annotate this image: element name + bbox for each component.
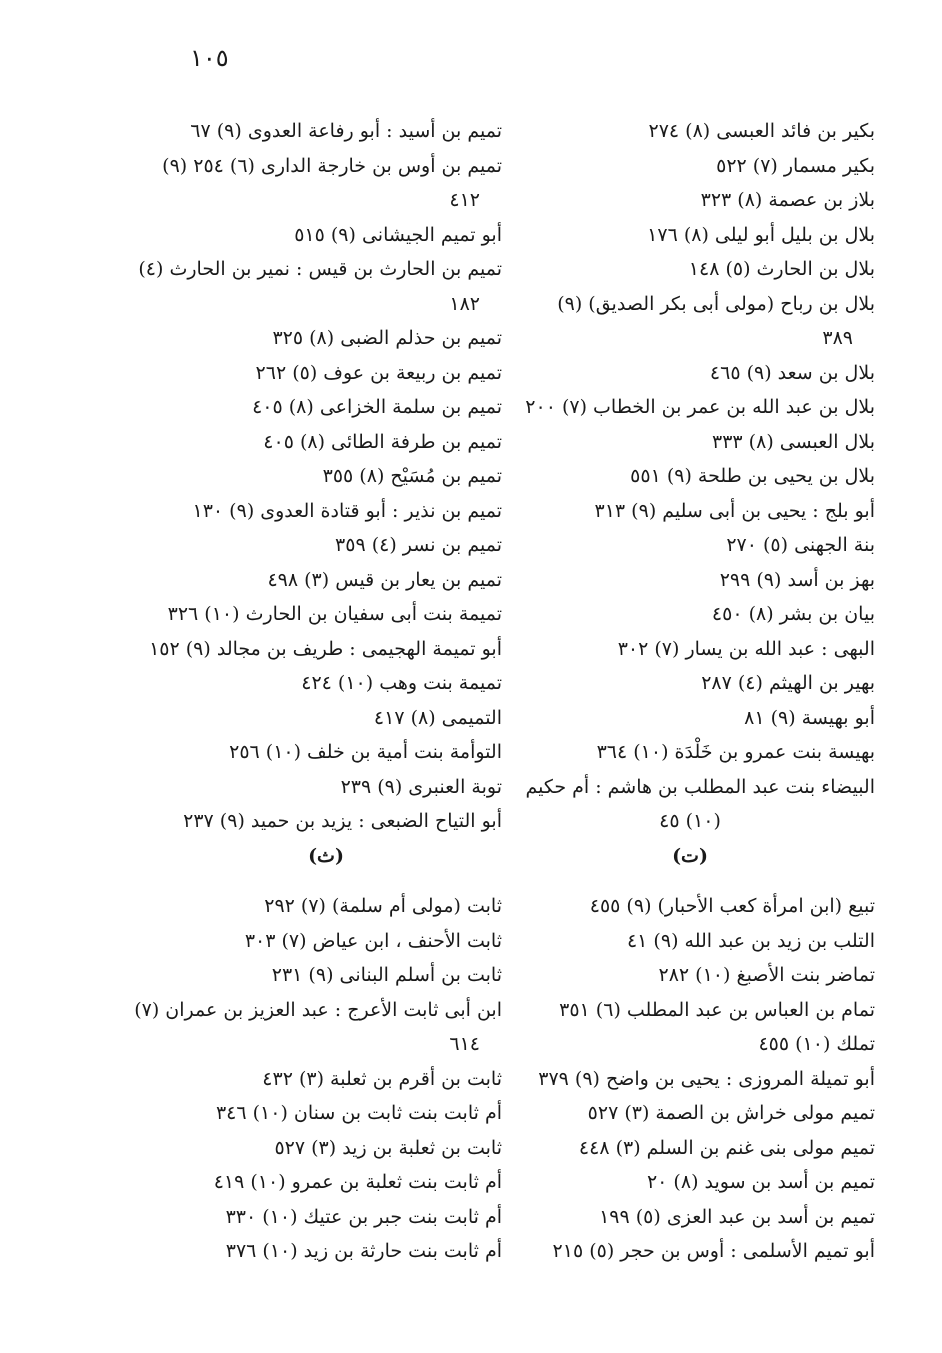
index-entry: بهز بن أسد (٩) ٢٩٩	[719, 568, 875, 591]
entries-ta	[505, 889, 875, 1269]
index-entry: ثابت (مولى أم سلمة) (٧) ٢٩٢	[264, 895, 502, 917]
index-entry: أم ثابت بنت ثابت بن سنان (١٠) ٣٤٦	[215, 1102, 502, 1124]
index-entry: التميمى (٨) ٤١٧	[373, 706, 502, 729]
index-entry: تميم بن حذلم الضبى (٨) ٣٢٥	[272, 327, 502, 349]
index-entry: تميم بن طرفة الطائى (٨) ٤٠٥	[263, 430, 502, 453]
index-entry: بلال بن سعد (٩) ٤٦٥	[709, 361, 875, 384]
index-entry: التوأمة بنت أمية بن خلف (١٠) ٢٥٦	[229, 741, 502, 763]
index-entry: ثابت بن ثعلبة بن زيد (٣) ٥٢٧	[274, 1136, 502, 1159]
index-entry: تميم بن يعار بن قيس (٣) ٤٩٨	[267, 568, 502, 591]
index-entry: تميم مولى خراش بن الصمة (٣) ٥٢٧	[587, 1102, 875, 1124]
index-entry: تميم بن الحارث بن قيس : نمير بن الحارث (٤)	[138, 258, 502, 280]
index-entry: بلال العبسى (٨) ٣٣٣	[712, 430, 875, 453]
index-column-left	[134, 114, 502, 1269]
index-entry: تميم بن أوس بن خارجة الدارى (٦) ٢٥٤ (٩)	[162, 154, 502, 177]
page-number: ١٠٥	[190, 44, 229, 72]
index-entry: تميم بن أسيد : أبو رفاعة العدوى (٩) ٦٧	[190, 120, 502, 142]
index-entry-continuation: (١٠) ٤٥	[659, 810, 721, 832]
index-entry: تبيع (ابن امرأة كعب الأحبار) (٩) ٤٥٥	[589, 895, 875, 917]
entries-tha	[134, 889, 502, 1269]
index-entry: أبو تميم الأسلمى : أوس بن حجر (٥) ٢١٥	[552, 1240, 875, 1262]
index-entry: بلال بن عبد الله بن عمر بن الخطاب (٧) ٢٠٠	[525, 396, 875, 418]
index-entry-continuation: ٣٨٩	[822, 327, 853, 349]
entries-ba	[505, 114, 875, 839]
entries-ta-continued	[138, 114, 502, 839]
section-heading-ta: (ت)	[672, 844, 708, 867]
index-entry: أبو تميلة المروزى : يحيى بن واضح (٩) ٣٧٩	[538, 1067, 875, 1090]
index-entry: أبو بلج : يحيى بن أبى سليم (٩) ٣١٣	[594, 499, 875, 522]
index-column-right	[505, 114, 875, 1269]
index-entry: التلب بن زيد بن عبد الله (٩) ٤١	[626, 929, 875, 952]
index-entry: تميم بن أسد بن عبد العزى (٥) ١٩٩	[599, 1205, 875, 1228]
index-entry: ثابت بن أقرم بن ثعلبة (٣) ٤٣٢	[262, 1067, 502, 1090]
index-entry-continuation: ٦١٤	[449, 1033, 480, 1055]
index-entry: أم ثابت بنت ثعلبة بن عمرو (١٠) ٤١٩	[213, 1171, 502, 1193]
index-entry: تميم بن نسر (٤) ٣٥٩	[335, 534, 502, 556]
index-entry: تميمة بنت أبى سفيان بن الحارث (١٠) ٣٢٦	[167, 603, 502, 625]
index-entry: بلال بن الحارث (٥) ١٤٨	[688, 258, 875, 280]
index-entry: تملك (١٠) ٤٥٥	[758, 1033, 875, 1055]
index-entry: أم ثابت بنت حارثة بن زيد (١٠) ٣٧٦	[225, 1240, 502, 1262]
index-entry: البهى : عبد الله بن يسار (٧) ٣٠٢	[617, 637, 875, 660]
index-entry: بنة الجهنى (٥) ٢٧٠	[726, 534, 875, 556]
index-entry: بيان بن بشر (٨) ٤٥٠	[711, 603, 875, 625]
index-entry: بكير مسمار (٧) ٥٢٢	[716, 154, 875, 177]
index-entry: تميمة بنت وهب (١٠) ٤٢٤	[301, 672, 502, 694]
index-entry: أبو تميمة الهجيمى : طريف بن مجالد (٩) ١٥٢	[149, 637, 502, 660]
index-entry: توبة العنبرى (٩) ٢٣٩	[340, 775, 502, 798]
index-entry: بهير بن الهيثم (٤) ٢٨٧	[701, 672, 875, 694]
index-entry: تميم بن نذير : أبو قتادة العدوى (٩) ١٣٠	[192, 499, 502, 522]
index-entry: تميم بن أسد بن سويد (٨) ٢٠	[646, 1171, 875, 1193]
index-entry: بلال بن رباح (مولى أبى بكر الصديق) (٩)	[557, 292, 875, 315]
index-entry: ثابت بن أسلم البنانى (٩) ٢٣١	[271, 964, 502, 986]
index-entry: بهيسة بنت عمرو بن خَلْدَة (١٠) ٣٦٤	[596, 741, 875, 763]
index-entry: أبو بهيسة (٩) ٨١	[744, 706, 875, 729]
section-heading-tha: (ث)	[308, 844, 344, 867]
index-entry-continuation: ٤١٢	[449, 189, 480, 211]
index-entry: أم ثابت بنت جبر بن عتيك (١٠) ٣٣٠	[225, 1205, 502, 1228]
index-entry: تميم بن مُسَيْح (٨) ٣٥٥	[322, 465, 502, 487]
index-entry: بكير بن فائد العبسى (٨) ٢٧٤	[648, 120, 875, 142]
index-entry: ثابت الأحنف ، ابن عياض (٧) ٣٠٣	[244, 929, 502, 952]
index-entry: تميم بن سلمة الخزاعى (٨) ٤٠٥	[252, 396, 502, 418]
index-entry: تماضر بنت الأصبغ (١٠) ٢٨٢	[658, 964, 875, 986]
index-entry: أبو التياح الضبعى : يزيد بن حميد (٩) ٢٣٧	[183, 810, 502, 832]
index-entry: بلال بن يحيى بن طلحة (٩) ٥٥١	[630, 465, 875, 487]
index-entry-continuation: ١٨٢	[449, 292, 480, 315]
index-entry: البيضاء بنت عبد المطلب بن هاشم : أم حكيم	[525, 775, 875, 798]
index-entry: تميم بن ربيعة بن عوف (٥) ٢٦٢	[255, 361, 502, 384]
index-entry: بلاز بن عصمة (٨) ٣٢٣	[700, 189, 875, 211]
index-entry: تمام بن العباس بن عبد المطلب (٦) ٣٥١	[559, 998, 875, 1021]
index-entry: أبو تميم الجيشانى (٩) ٥١٥	[294, 223, 502, 246]
index-entry: ابن أبى ثابت الأعرج : عبد العزيز بن عمران (٧)	[134, 998, 502, 1021]
index-entry: بلال بن بليل أبو ليلى (٨) ١٧٦	[647, 223, 875, 246]
index-entry: تميم مولى بنى غنم بن السلم (٣) ٤٤٨	[578, 1136, 875, 1159]
